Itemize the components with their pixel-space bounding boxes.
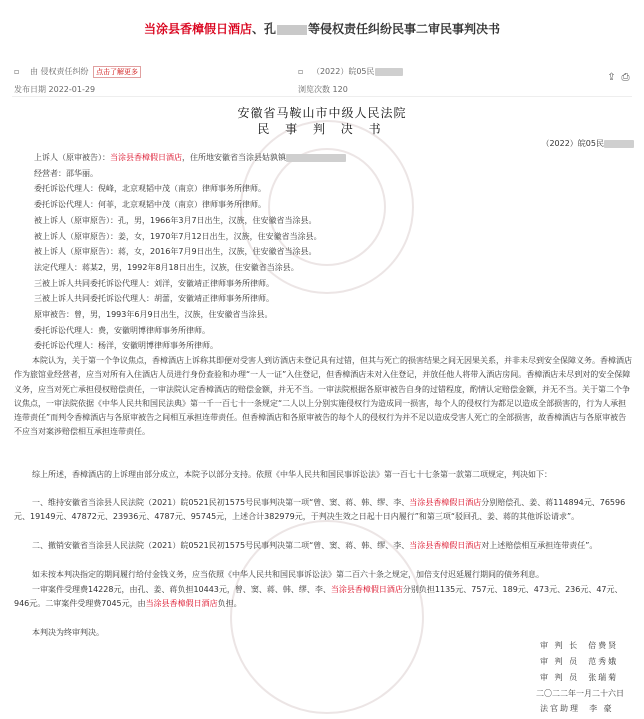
court-opinion-paragraph: 本院认为，关于第一个争议焦点，香樟酒店上诉称其即便对受害人到访酒店未登记具有过错，但其与死亡的损害结果之间无因果关系，并非未尽到安全保障义务。香樟酒店作为旅馆业经营者，应当对所有入住酒店人员进行身份查验和办理“一人一证”入住登记，但香樟酒店未对入住登记，并放任他人将带入酒店房间。香樟酒店未尽到对的安全保障义务，应当对死亡承担侵权赔偿责任，一审法院认定香樟酒店的赔偿金额，并无不当。一审法院根据各原审被告自身的过错程度，酌情认定赔偿金额，并无不当。关于第二个争议焦点，一审法院依据《中华人民共和国民法典》第一千一百七十一条规定“二人以上分别实施侵权行为造成同一损害，每个人的侵权行为都足以造成全部损害的，行为人承担连带责任”而判令香樟酒店与各原审被告之间相互承担连带责任。但香樟酒店和各原审被告的每个人的侵权行为并不足以造成受害人死亡的全部损害，故香樟酒店与各原审被告不应当对案涉赔偿相互承担连带责任。: [14, 356, 632, 437]
party-line: 法定代理人：蒋某2，男，1992年8月18日出生，汉族，住安徽省当涂县。: [34, 262, 299, 272]
judgment-item-2: 二、撤销安徽省当涂县人民法院（2021）皖0521民初1575号民事判决第二项“曾、窦、蒋、韩、缪、李、当涂县香樟假日酒店对上述赔偿相互承担连带责任”。: [32, 541, 598, 550]
party-name-link[interactable]: 当涂县香樟假日酒店: [330, 585, 403, 594]
share-icon[interactable]: ⇪: [607, 72, 616, 83]
fee-paragraph: 一审案件受理费14228元，由孔、姜、蒋负担10443元，曾、窦、蒋、韩、缪、李、当涂县香樟假日酒店分别负担1135元、757元、189元、473元、236元、47元、946元。二审案件受理费7045元，由当涂县香樟假日酒店负担。: [14, 585, 623, 609]
conclusion-paragraph: 综上所述，香樟酒店的上诉理由部分成立，本院予以部分支持。依照《中华人民共和国民事诉讼法》第一百七十七条第一款第二项规定，判决如下：: [32, 470, 552, 479]
page-title: [0, 20, 644, 37]
party-line: 被上诉人（原审原告）：姜，女，1970年7月12日出生，汉族，住安徽省当涂县。: [34, 231, 322, 241]
party-line: 委托诉讼代理人：倪峰，北京观韬中茂（南京）律师事务所律师。: [34, 184, 266, 194]
title-rest: 等侵权责任纠纷民事二审民事判决书: [308, 22, 501, 36]
party-line: 经营者：邵华丽。: [34, 168, 98, 178]
party-name-link[interactable]: 当涂县香樟假日酒店: [110, 153, 182, 162]
redacted-block: [286, 154, 346, 162]
meta-case-no: （2022）皖05民: [311, 67, 375, 76]
document-title: 民 事 判 决 书: [257, 122, 387, 136]
case-number-row: [298, 66, 403, 77]
signature-presiding-judge: 审 判 长 倍费贤: [540, 641, 619, 650]
late-payment-paragraph: 如未按本判决指定的期间履行给付金钱义务，应当依照《中华人民共和国民事诉讼法》第二百六十条之规定，加倍支付迟延履行期间的债务利息。: [32, 570, 544, 579]
party-line: 三被上诉人共同委托诉讼代理人：刘洋，安徽靖正律师事务所律师。: [34, 278, 274, 288]
final-judgment-note: 本判决为终审判决。: [32, 628, 104, 637]
cause-row: [14, 66, 141, 78]
learn-more-badge[interactable]: 点击了解更多: [93, 66, 141, 78]
document-icon: ▫: [298, 67, 304, 76]
signature-clerk: 法官助理 李 豪: [540, 704, 614, 713]
divider: [12, 96, 632, 97]
judgment-item-1: 一、维持安徽省当涂县人民法院（2021）皖0521民初1575号民事判决第一项“曾、窦、蒋、韩、缪、李、当涂县香樟假日酒店分别赔偿孔、姜、蒋114894元、76596元、19149元、47872元、23936元、4787元、95745元，上述合计382979元，于判决生效之日起十日内履行”和第三项“驳回孔、姜、蒋的其他诉讼请求”。: [14, 498, 626, 522]
publish-date: 发布日期 2022-01-29: [14, 85, 96, 94]
party-line: 三被上诉人共同委托诉讼代理人：胡蕾，安徽靖正律师事务所律师。: [34, 294, 274, 304]
judgment-date: 二〇二二年一月二十六日: [536, 689, 624, 698]
party-line: 委托诉讼代理人：费，安徽明博律师事务所律师。: [34, 325, 210, 335]
print-icon[interactable]: ⎙: [621, 72, 630, 83]
party-name-link[interactable]: 当涂县香樟假日酒店: [409, 541, 482, 550]
party-line: 被上诉人（原审原告）：孔，男，1966年3月7日出生，汉族，住安徽省当涂县。: [34, 215, 317, 225]
redacted-block: [375, 68, 403, 76]
party-line: 原审被告：曾，男，1993年6月9日出生，汉族，住安徽省当涂县。: [34, 310, 273, 319]
signature-judge-2: 审 判 员 张瑞菊: [540, 673, 619, 682]
court-name: 安徽省马鞍山市中级人民法院: [237, 106, 407, 120]
party-name-link[interactable]: 当涂县香樟假日酒店: [145, 599, 218, 609]
signature-judge-1: 审 判 员 范秀娥: [540, 657, 619, 666]
title-party-name[interactable]: 当涂县香樟假日酒店: [143, 22, 252, 36]
document-case-number: （2022）皖05民: [541, 138, 634, 149]
party-line: 被上诉人（原审原告）：蒋，女，2016年7月9日出生，汉族，住安徽省当涂县。: [34, 247, 317, 257]
party-line: 上诉人（原审被告）：当涂县香樟假日酒店，住所地安徽省当涂县姑孰镇: [34, 152, 346, 163]
party-line: 委托诉讼代理人：何菲，北京观韬中茂（南京）律师事务所律师。: [34, 200, 266, 210]
cause-icon: ▫: [14, 67, 20, 76]
party-line: 委托诉讼代理人：杨洋，安徽明博律师事务所律师。: [34, 341, 218, 351]
cause-label: 由 侵权责任纠纷: [29, 67, 89, 76]
title-mid: 、孔: [251, 22, 276, 36]
party-name-link[interactable]: 当涂县香樟假日酒店: [409, 498, 482, 507]
redacted-block: [277, 25, 307, 35]
view-count: 浏览次数 120: [298, 85, 348, 94]
